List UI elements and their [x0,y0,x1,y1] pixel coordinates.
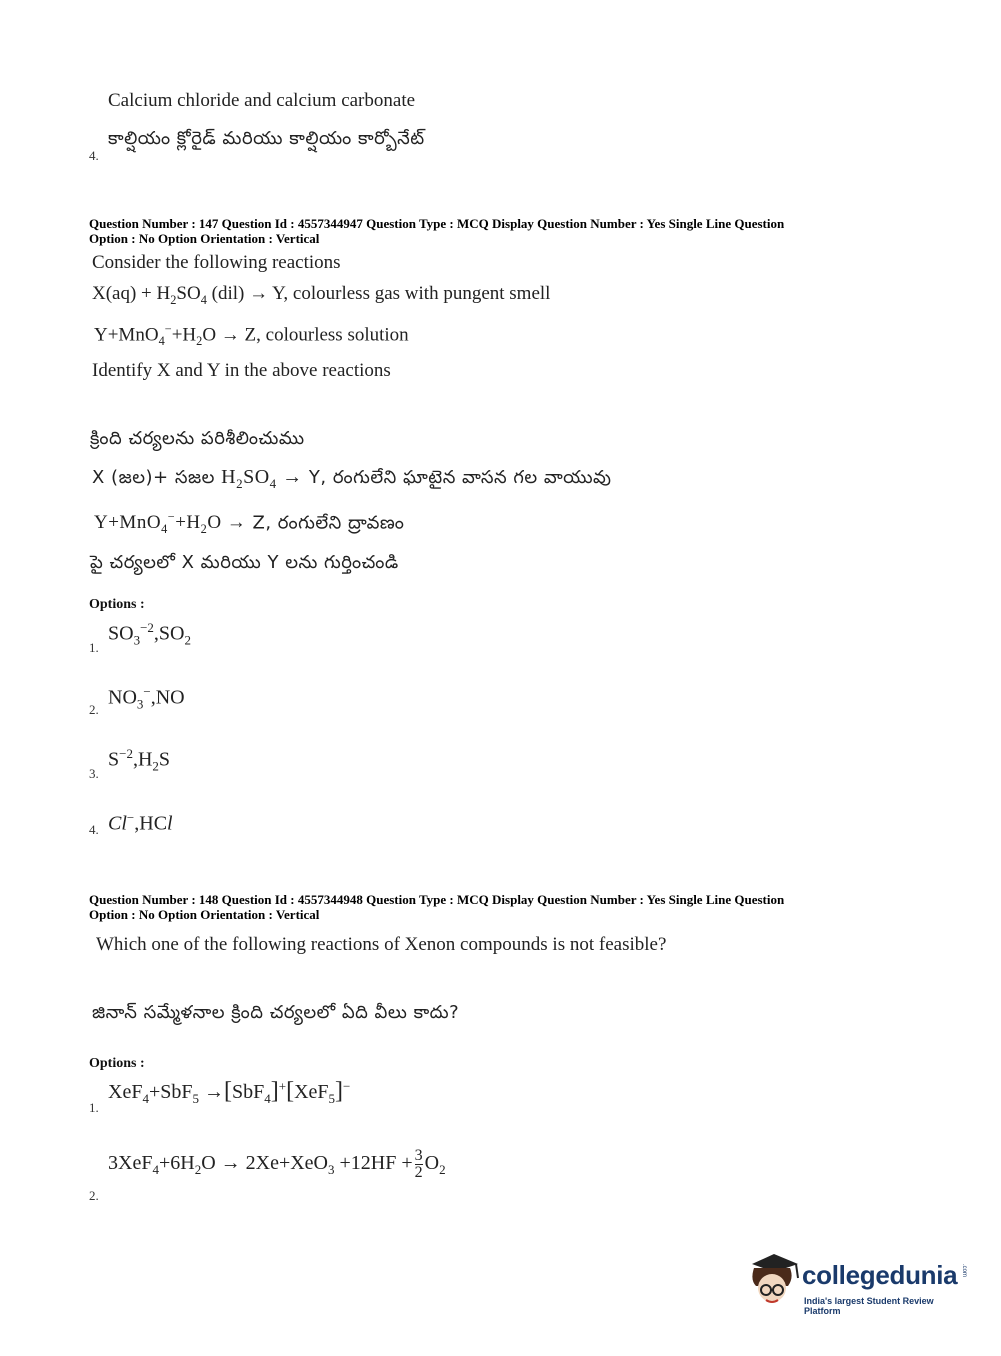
q148-option1-number: 1. [89,1100,99,1115]
q147-option1-number: 1. [89,640,99,655]
fraction-three-halves: $\frac{3}{2}$ [414,1147,423,1181]
q148-option2-formula[interactable]: $3XeF_4+6H_2O \to 2Xe+XeO_3 +12HF$ + $\frac{3}{2}$ $O_2$ [108,1147,446,1181]
q148-option1-formula[interactable]: XeF$_4$+SbF$_5$ →[SbF$_4$]+[XeF$_5$]− [108,1078,351,1106]
q147-option3-number: 3. [89,766,99,781]
q147-reaction1-te: X (జల)+ సజల $H_2SO_4 \to Y$, రంగులేని ఘాటైన వాసన గల వాయువు [92,466,612,491]
q147-intro-en: Consider the following reactions [92,252,341,273]
q148-option2-number: 2. [89,1188,99,1203]
q147-option1-formula[interactable]: $SO_3^{-2},SO_2$ [108,620,191,648]
q147-intro-te: క్రింది చర్యలను పరిశీలించుము [90,428,305,449]
q147-meta-line1: Question Number : 147 Question Id : 4557344947 Question Type : MCQ Display Question Number : Yes Single Line Question [89,216,785,231]
logo-name: collegedunia [802,1260,958,1290]
collegedunia-logo [742,1250,972,1316]
q147-reaction2-en-tail: Z, colourless solution [244,324,409,346]
q147-metadata [89,216,909,246]
q147-reaction2-te: $Y+MnO_4^-+H_2O \to Z$, రంగులేని ద్రావణం [94,510,405,537]
logo-tagline: India's largest Student Review Platform [804,1296,934,1316]
q147-identify-en: Identify X and Y in the above reactions [92,360,391,381]
q148-question-en: Which one of the following reactions of Xenon compounds is not feasible? [96,934,667,955]
prev-option4-text-te: కాల్షియం క్లోరైడ్ మరియు కాల్షియం కార్బోనేట్ [108,128,425,149]
q148-meta-line1: Question Number : 148 Question Id : 4557344948 Question Type : MCQ Display Question Number : Yes Single Line Question [89,892,785,907]
q147-option3-formula[interactable]: $S^{-2},H_2S$ [108,746,171,774]
q147-reaction1-te-head: X (జల)+ సజల [92,467,215,488]
q147-reaction1-en: $X(aq) + H_2SO_4$ (dil) → Y, colourless gas with pungent smell [92,283,551,307]
q148-options-label: Options : [89,1056,145,1071]
q147-reaction2-en: $Y+MnO_4^-+H_2O \to Z$, colourless solution [94,322,409,349]
mascot-icon [742,1250,802,1310]
q147-reaction1-en-tail: Y, colourless gas with pungent smell [272,283,551,304]
q147-reaction2-te-tail: Z, రంగులేని ద్రావణం [252,512,405,534]
prev-option4-text-en: Calcium chloride and calcium carbonate [108,90,416,111]
q148-metadata [89,892,909,922]
q147-option2-formula[interactable]: $NO_3^-,NO$ [108,684,185,712]
q147-option2-number: 2. [89,702,99,717]
q147-identify-te: పై చర్యలలో X మరియు Y లను గుర్తించండి [90,552,399,573]
q147-options-label: Options : [89,597,145,612]
q147-option4-formula[interactable]: Cl−,HCl [108,810,173,835]
q148-question-te: జినాన్ సమ్మేళనాల క్రింది చర్యలలో ఏది వీలు కాదు? [92,1002,460,1023]
q148-meta-line2: Option : No Option Orientation : Vertical [89,907,320,922]
q147-meta-line2: Option : No Option Orientation : Vertical [89,231,320,246]
q147-reaction1-te-tail: Y, రంగులేని ఘాటైన వాసన గల వాయువు [308,467,612,488]
q147-option4-number: 4. [89,822,99,837]
prev-option4-number: 4. [89,148,99,163]
logo-suffix: .com [961,1264,967,1278]
